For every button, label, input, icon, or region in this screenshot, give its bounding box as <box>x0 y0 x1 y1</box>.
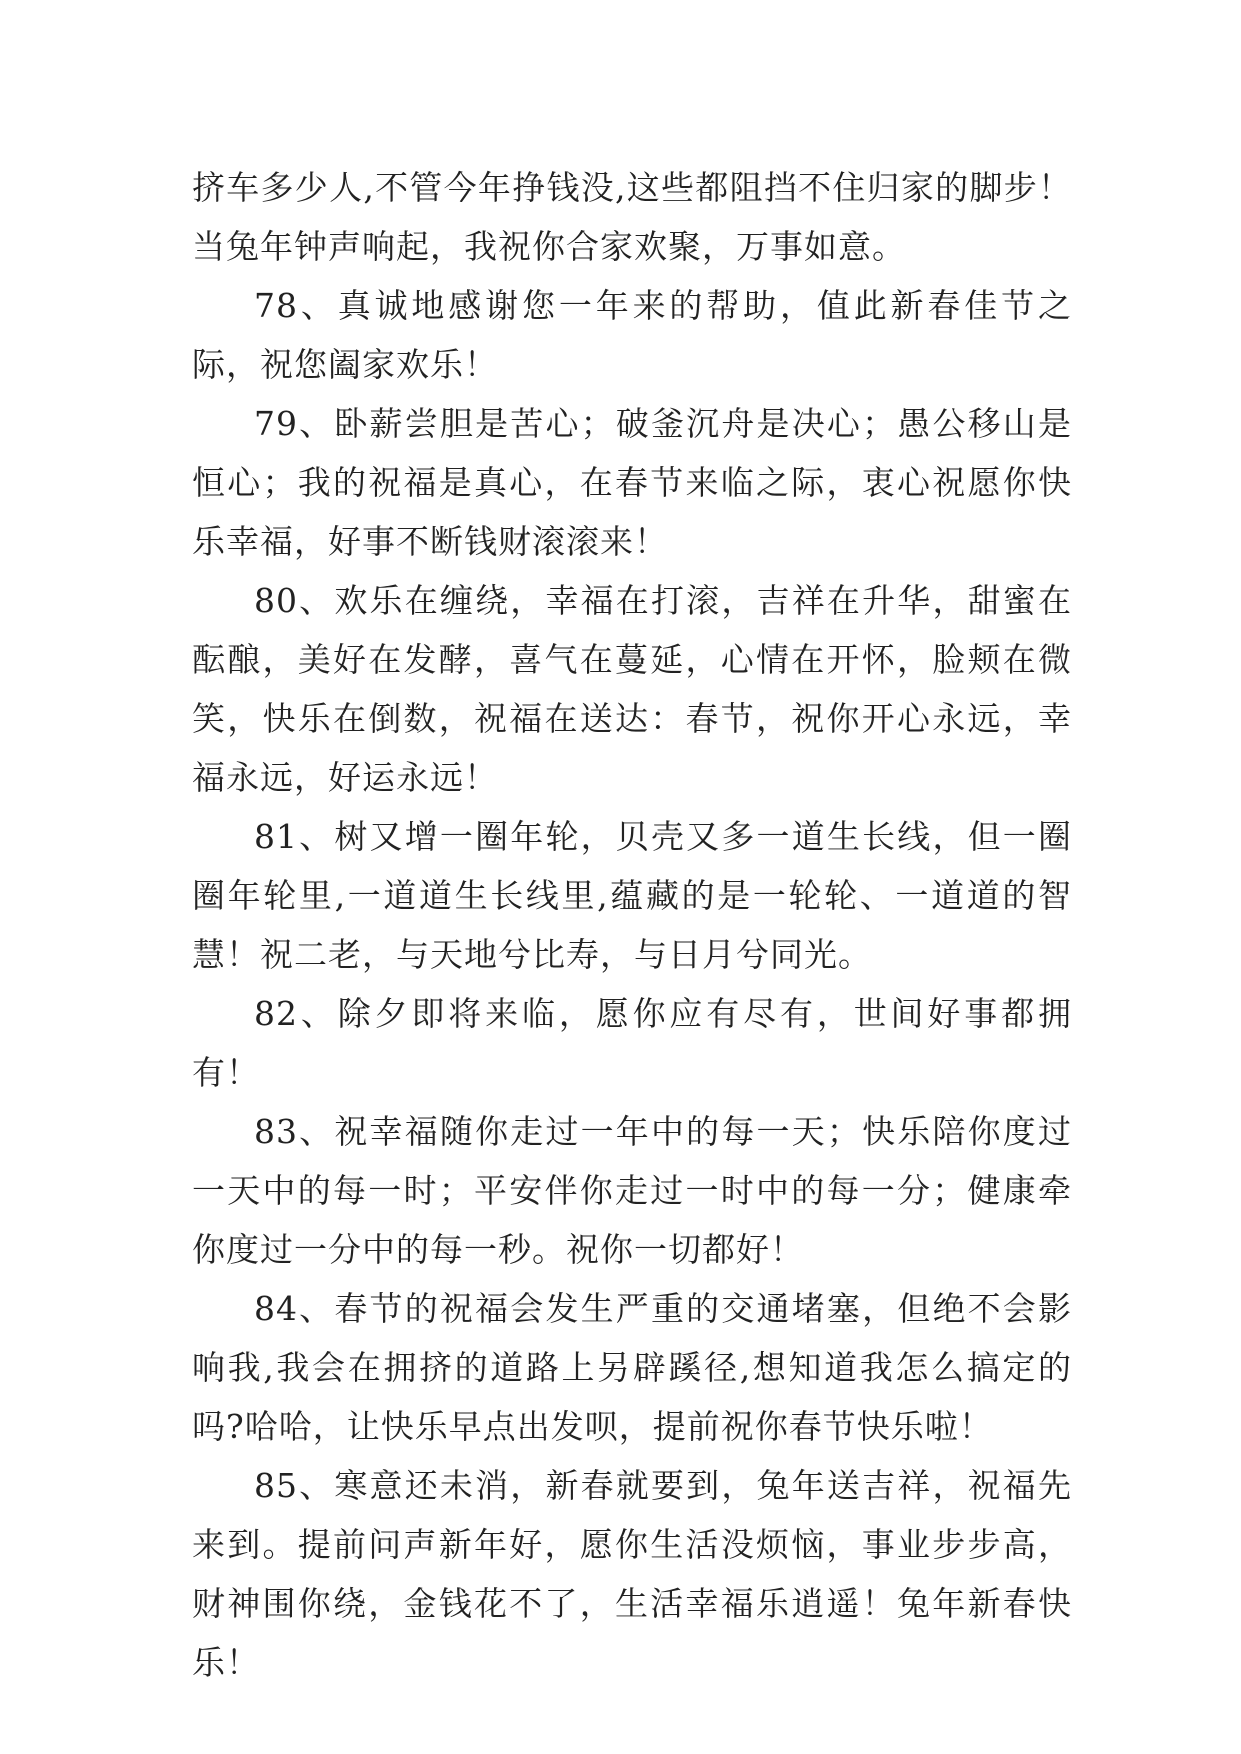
paragraph-78: 78、真诚地感谢您一年来的帮助，值此新春佳节之际，祝您阖家欢乐！ <box>192 286 1072 384</box>
paragraph-continuation: 挤车多少人,不管今年挣钱没,这些都阻挡不住归家的脚步！当兔年钟声响起，我祝你合家欢聚，万事如意。 <box>192 168 1072 266</box>
paragraph-83: 83、祝幸福随你走过一年中的每一天；快乐陪你度过一天中的每一时；平安伴你走过一时中的每一分；健康牵你度过一分中的每一秒。祝你一切都好！ <box>192 1112 1072 1269</box>
paragraph-82: 82、除夕即将来临，愿你应有尽有，世间好事都拥有！ <box>192 994 1072 1092</box>
paragraph-80: 80、欢乐在缠绕，幸福在打滚，吉祥在升华，甜蜜在酝酿，美好在发酵，喜气在蔓延，心情在开怀，脸颊在微笑，快乐在倒数，祝福在送达：春节，祝你开心永远，幸福永远，好运永远！ <box>192 581 1072 797</box>
paragraph-79: 79、卧薪尝胆是苦心；破釜沉舟是决心；愚公移山是恒心；我的祝福是真心，在春节来临之际，衷心祝愿你快乐幸福，好事不断钱财滚滚来！ <box>192 404 1072 561</box>
body-text <box>192 158 1072 1692</box>
paragraph-85: 85、寒意还未消，新春就要到，兔年送吉祥，祝福先来到。提前问声新年好，愿你生活没烦恼，事业步步高，财神围你绕，金钱花不了，生活幸福乐逍遥！兔年新春快乐！ <box>192 1466 1072 1682</box>
paragraph-81: 81、树又增一圈年轮，贝壳又多一道生长线，但一圈圈年轮里,一道道生长线里,蕴藏的是一轮轮、一道道的智慧！祝二老，与天地兮比寿，与日月兮同光。 <box>192 817 1072 974</box>
paragraph-84: 84、春节的祝福会发生严重的交通堵塞，但绝不会影响我,我会在拥挤的道路上另辟蹊径,想知道我怎么搞定的吗?哈哈，让快乐早点出发呗，提前祝你春节快乐啦！ <box>192 1289 1072 1446</box>
